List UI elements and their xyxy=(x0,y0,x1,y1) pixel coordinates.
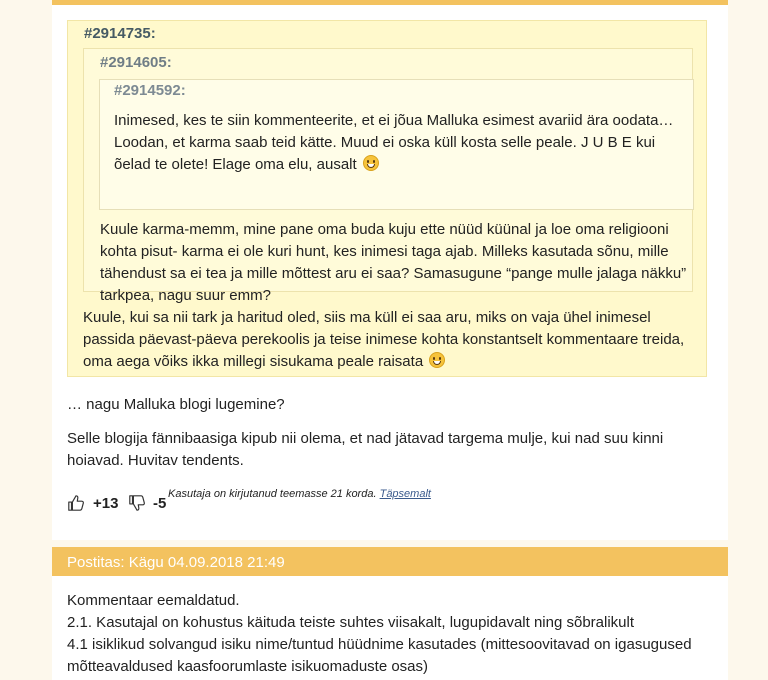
quote-middle xyxy=(83,48,693,304)
quote-middle-text: Kuule karma-memm, mine pane oma buda kuju ette nüüd küünal ja loe oma religiooni kohta pisut- karma ei ole kuri hunt, kes inimesi taga ajab. Milleks kasutada sõnu, mille tähendust sa ei tea ja mille mõttest aru ei saa? Samasugune “pange mulle jalaga näkku” tarkpea, nagu suur emm? xyxy=(100,221,687,304)
grinning-face-icon xyxy=(429,352,445,368)
quote-outer-id[interactable]: #2914735: xyxy=(84,25,156,42)
grinning-face-icon xyxy=(363,155,379,171)
post-card-2 xyxy=(52,576,728,680)
thumbs-up-icon[interactable] xyxy=(67,494,85,512)
quote-outer xyxy=(67,20,707,377)
quote-inner-text: Inimesed, kes te siin kommenteerite, et ei jõua Malluka esimest avariid ära oodata… Loodan, et karma saab teid kätte. Muud ei oska küll kosta selle peale. J U B E kui õelad te olete! Elage oma elu, ausalt xyxy=(114,112,674,173)
user-post-count-note xyxy=(168,488,431,500)
downvote-count: -5 xyxy=(153,495,167,512)
post-card xyxy=(52,5,728,540)
details-link[interactable]: Täpsemalt xyxy=(379,488,431,500)
quote-inner-id[interactable]: #2914592: xyxy=(114,82,186,99)
quote-outer-text: Kuule, kui sa nii tark ja haritud oled, siis ma küll ei saa aru, miks on vaja ühel inimesel passida päevast-päeva perekoolis ja teise inimese kohta konstantselt kommentaare treida, oma aega võiks ikka millegi sisukama peale raisata xyxy=(83,309,685,370)
post-paragraph-2: Selle blogija fännibaasiga kipub nii olema, et nad jätavad targema mulje, kui nad suu kinni hoiavad. Huvitav tendents. xyxy=(67,430,664,469)
post-header: Postitas: Kägu 04.09.2018 21:49 xyxy=(52,547,728,576)
thumbs-down-icon[interactable] xyxy=(128,494,146,512)
rule-4-1-text: 4.1 isiklikud solvangud isiku nime/tuntud hüüdnime kasutades (mittesoovitavad on igasugused mõtteavaldused kaasfoorumlaste isikuomaduste osas) xyxy=(67,636,692,675)
upvote-count: +13 xyxy=(93,495,119,512)
post-count-text: Kasutaja on kirjutanud teemasse 21 korda. xyxy=(168,488,377,500)
quote-middle-id[interactable]: #2914605: xyxy=(100,54,172,71)
rule-2-1-text: 2.1. Kasutajal on kohustus käituda teiste suhtes viisakalt, lugupidavalt ning sõbralikult xyxy=(67,614,635,631)
quote-inner xyxy=(99,79,694,210)
quote-inner-text-block xyxy=(114,110,684,176)
removed-comment-text: Kommentaar eemaldatud. xyxy=(67,592,240,609)
post-paragraph-1: … nagu Malluka blogi lugemine? xyxy=(67,396,285,413)
quote-outer-text-block xyxy=(83,307,693,373)
